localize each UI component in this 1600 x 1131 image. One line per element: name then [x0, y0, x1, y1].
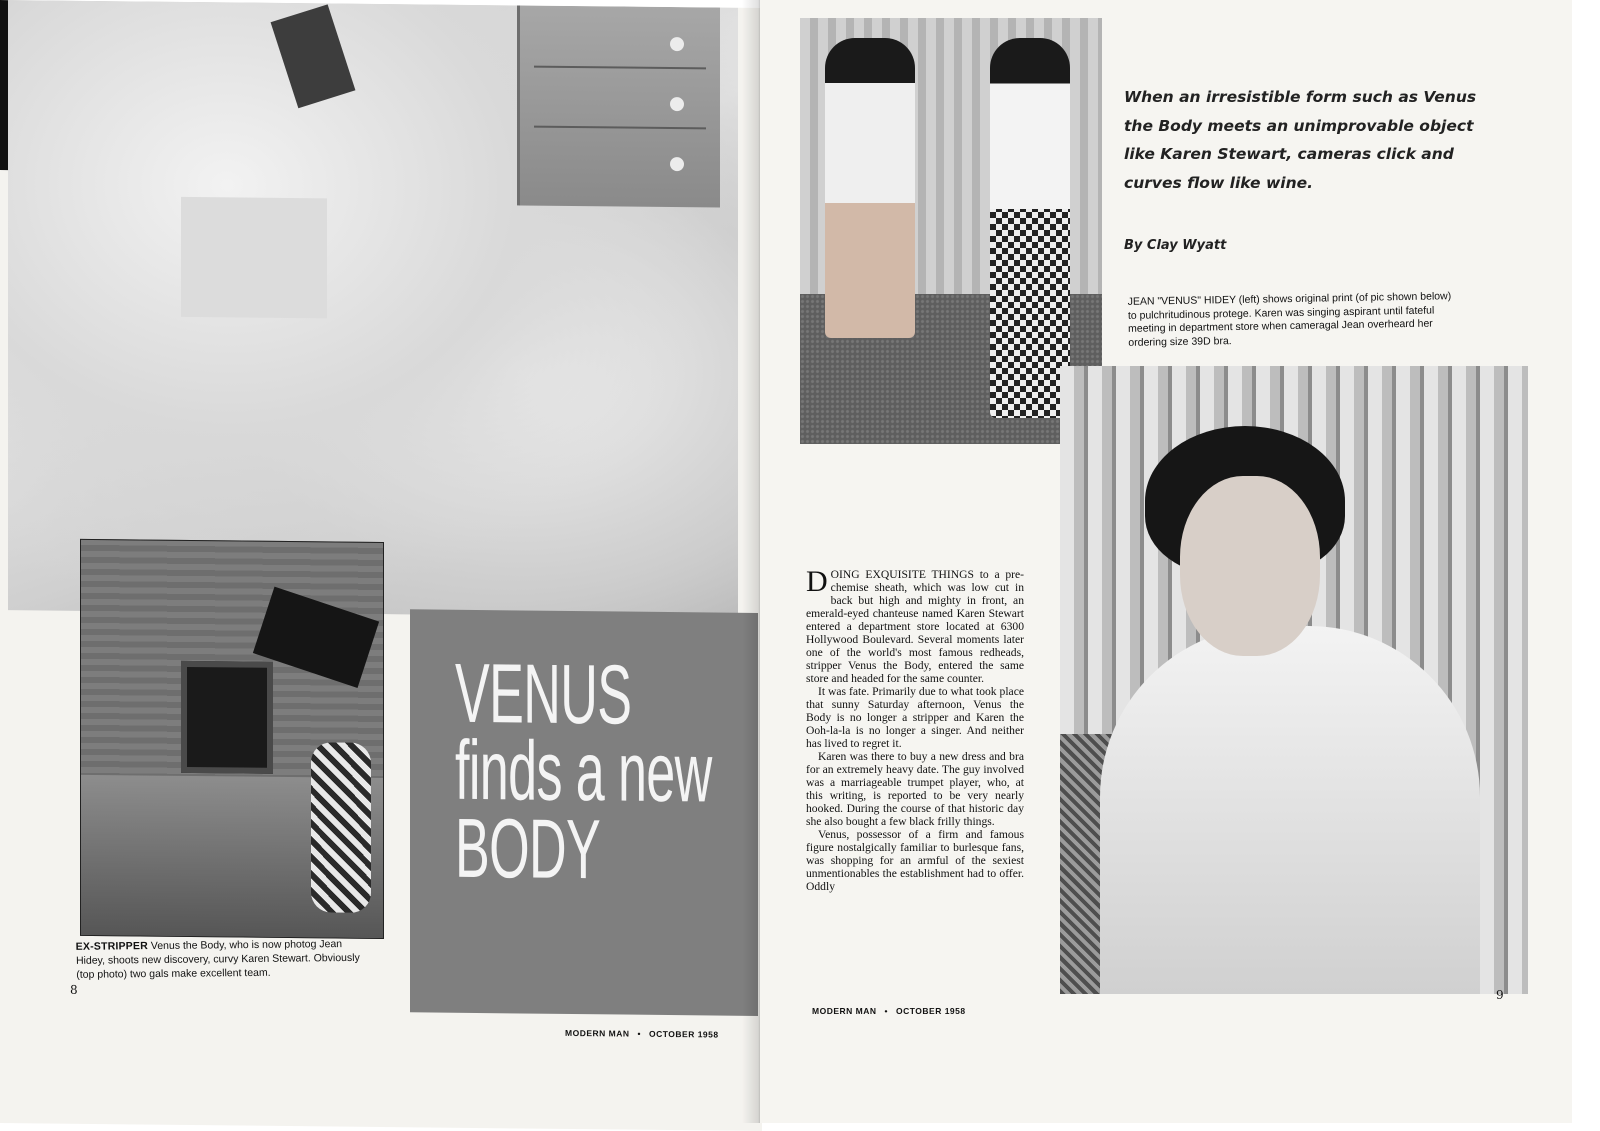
- right-photo-caption: JEAN "VENUS" HIDEY (left) shows original print (of pic shown below) to pulchritudinous protege. Karen was singing aspirant until fateful meeting in department store when cameragal Jean overheard her ordering size 39D bra.: [1127, 290, 1452, 349]
- footer-dot: •: [884, 1006, 888, 1016]
- intro-deck: When an irresistible form such as Venus the Body meets an unimprovable object like Karen Stewart, cameras click and curves flow like wine.: [1124, 88, 1477, 193]
- lead-in: OING EXQUISITE THINGS: [830, 568, 974, 581]
- title-line-1: VENUS: [455, 645, 632, 742]
- figure-right-shape: [990, 38, 1070, 418]
- dresser-shape: [517, 5, 720, 207]
- fireplace-shape: [181, 661, 273, 774]
- footer-magazine: MODERN MAN: [812, 1006, 877, 1016]
- article-paragraph-4: Venus, possessor of a firm and famous figure nostalgically familiar to burlesque fans, was shopping for an armful of the sexiest unmentionables the establishment had to offer. Oddly: [806, 827, 1024, 893]
- headboard-shape: [271, 4, 356, 108]
- article-title: [455, 645, 762, 896]
- left-page: [0, 0, 762, 1131]
- footer-date: OCTOBER 1958: [895, 1006, 966, 1016]
- title-line-2: finds a new: [455, 723, 712, 820]
- portrait-photo: [1060, 366, 1528, 994]
- camera-photo: [80, 539, 384, 939]
- paragraph-1-text: to a pre-chemise sheath, which was low cut in back but high and mighty in front, an emerald-eyed chanteuse named Karen Stewart entered a department store located at 6300 Hollywood Boulevard. Several moments later one of the world's most famous redheads, stripper Venus the Body, entered the same store and headed for the same counter.: [806, 568, 1025, 685]
- censor-block: [181, 197, 327, 319]
- face-shape: [1180, 476, 1320, 656]
- article-paragraph-1: [806, 565, 1025, 685]
- bed-photo: [8, 0, 738, 618]
- robe-shape: [1100, 626, 1480, 994]
- footer-dot: •: [637, 1028, 641, 1039]
- photographer-shape: [311, 742, 371, 913]
- binding-edge: [0, 0, 8, 170]
- page-number-right: 9: [1496, 988, 1504, 1002]
- footer-right: [812, 1006, 966, 1016]
- article-paragraph-3: Karen was there to buy a new dress and bra for an extremely heavy date. The guy involved was a marriageable trumpet player, who, at this writing, is reported to be very nearly hooked. During the course of that historic day she also bought a few black frilly things.: [806, 749, 1024, 828]
- footer-magazine: MODERN MAN: [565, 1027, 630, 1039]
- article-paragraph-2: It was fate. Primarily due to what took place that sunny Saturday afternoon, Venus the Body is no longer a stripper and Karen the Ooh-la-la is no longer a singer. And neither has lived to regret it.: [806, 684, 1024, 750]
- duo-photo: [800, 18, 1102, 444]
- article-body: [806, 565, 1025, 893]
- page-number-left: 8: [70, 982, 78, 997]
- byline: By Clay Wyatt: [1124, 238, 1227, 253]
- drop-cap: D: [806, 565, 828, 598]
- caption-body: Venus the Body, who is now photog Jean Hidey, shoots new discovery, curvy Karen Stewart. Obviously (top photo) two gals make excellent team.: [75, 938, 360, 981]
- figure-left-shape: [825, 38, 915, 338]
- caption-lead: EX-STRIPPER: [75, 940, 149, 953]
- title-line-3: BODY: [455, 800, 601, 896]
- footer-left: [565, 1028, 719, 1040]
- left-photo-caption: [76, 938, 367, 983]
- footer-date: OCTOBER 1958: [648, 1028, 719, 1040]
